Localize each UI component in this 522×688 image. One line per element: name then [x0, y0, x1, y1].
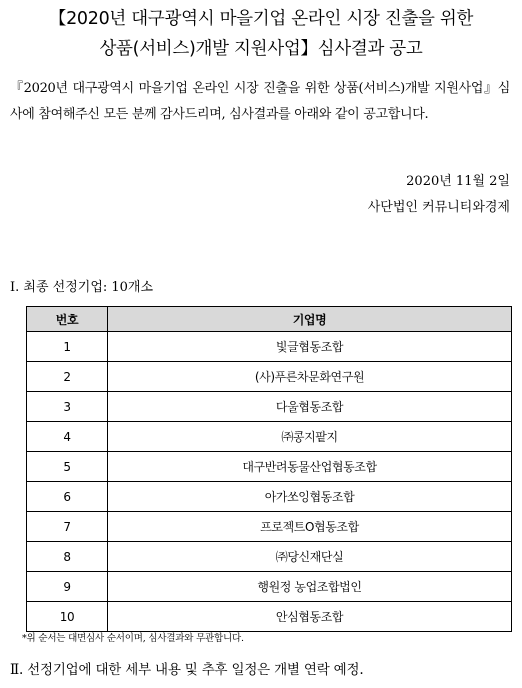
row-number: 1	[27, 332, 108, 362]
title-line-1: 【2020년 대구광역시 마을기업 온라인 시장 진출을 위한	[48, 9, 474, 29]
row-number: 5	[27, 452, 108, 482]
table-header-row	[27, 307, 512, 332]
row-company: 아가쏘잉협동조합	[108, 482, 512, 512]
row-company: 행원정 농업조합법인	[108, 572, 512, 602]
table-footnote: *위 순서는 대면심사 순서이며, 심사결과와 무관합니다.	[22, 633, 244, 644]
row-number: 6	[27, 482, 108, 512]
table-row	[27, 542, 512, 572]
row-number: 10	[27, 602, 108, 632]
row-company: 빛글협동조합	[108, 332, 512, 362]
table-row	[27, 392, 512, 422]
selected-companies-table	[26, 306, 512, 632]
organization-name: 사단법인 커뮤니티와경제	[367, 200, 510, 215]
row-company: 대구반려동물산업협동조합	[108, 452, 512, 482]
intro-paragraph: 『2020년 대구광역시 마을기업 온라인 시장 진출을 위한 상품(서비스)개발 지원사업』심사에 참여해주신 모든 분께 감사드리며, 심사결과를 아래와 같이 공고합니다.	[10, 81, 510, 122]
header-company: 기업명	[108, 307, 512, 332]
announcement-date: 2020년 11월 2일	[406, 174, 510, 189]
table-row	[27, 452, 512, 482]
table-row	[27, 602, 512, 632]
table-row	[27, 362, 512, 392]
row-number: 9	[27, 572, 108, 602]
row-company: ㈜당신재단실	[108, 542, 512, 572]
row-company: 프로젝트O협동조합	[108, 512, 512, 542]
row-number: 4	[27, 422, 108, 452]
row-number: 3	[27, 392, 108, 422]
table-row	[27, 422, 512, 452]
row-number: 8	[27, 542, 108, 572]
table-row	[27, 482, 512, 512]
row-company: ㈜콩지팥지	[108, 422, 512, 452]
row-company: 다울협동조합	[108, 392, 512, 422]
title-line-2: 상품(서비스)개발 지원사업】심사결과 공고	[99, 39, 423, 59]
table-row	[27, 512, 512, 542]
table-row	[27, 572, 512, 602]
header-number: 번호	[27, 307, 108, 332]
announcement-title	[0, 4, 522, 64]
row-number: 7	[27, 512, 108, 542]
section-2-heading: Ⅱ. 선정기업에 대한 세부 내용 및 추후 일정은 개별 연락 예정.	[10, 662, 364, 678]
table-row	[27, 332, 512, 362]
section-1-heading: Ⅰ. 최종 선정기업: 10개소	[10, 280, 154, 295]
row-number: 2	[27, 362, 108, 392]
row-company: 안심협동조합	[108, 602, 512, 632]
row-company: (사)푸른차문화연구원	[108, 362, 512, 392]
